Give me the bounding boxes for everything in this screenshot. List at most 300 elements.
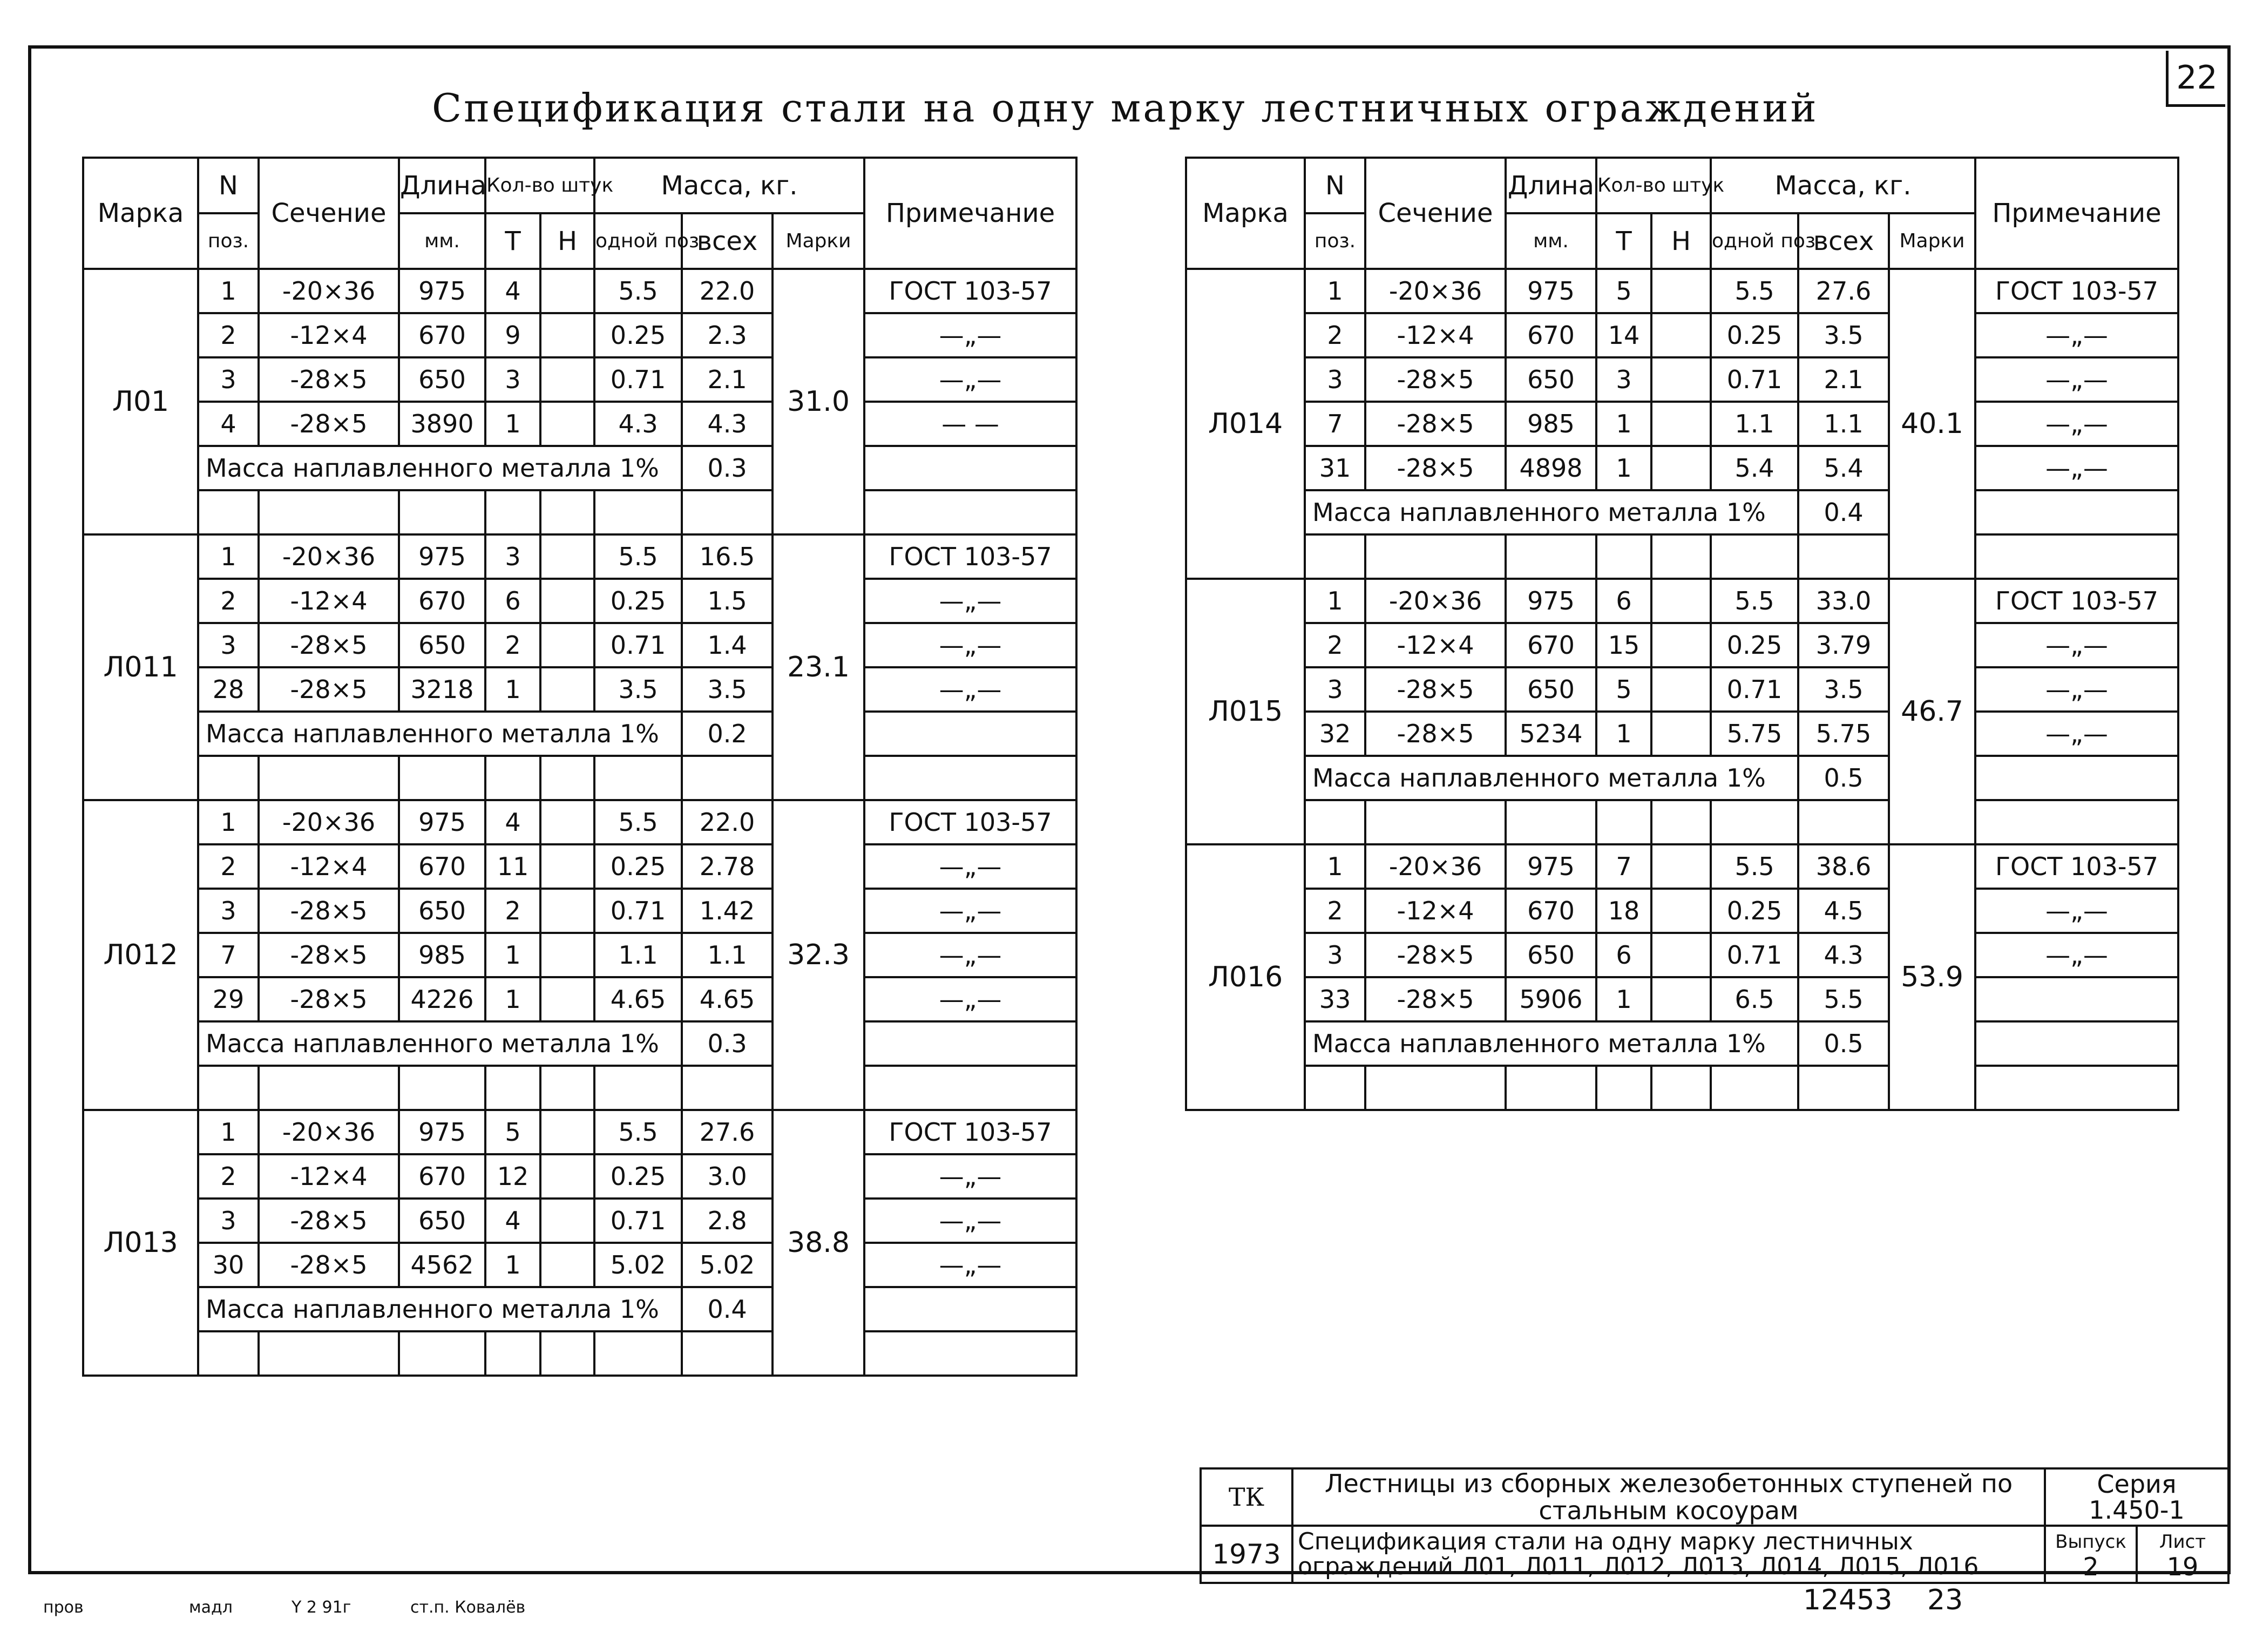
blank-cell bbox=[1711, 1066, 1798, 1110]
cell-pos: 7 bbox=[1305, 402, 1365, 446]
blank-cell bbox=[1506, 1066, 1596, 1110]
cell-qty-t: 11 bbox=[485, 844, 540, 889]
group-mark: Л014 bbox=[1186, 269, 1305, 579]
group-mark: Л01 bbox=[83, 269, 198, 534]
cell-qty-n bbox=[1651, 977, 1711, 1021]
cell-qty-n bbox=[1651, 579, 1711, 623]
cell-qty-n bbox=[1651, 623, 1711, 667]
cell-length: 985 bbox=[1506, 402, 1596, 446]
cell-section: -28×5 bbox=[259, 933, 399, 977]
cell-mass-one: 0.25 bbox=[1711, 623, 1798, 667]
cell-mass-one: 5.5 bbox=[1711, 844, 1798, 889]
cell-mass-one: 5.5 bbox=[594, 534, 682, 579]
cell-mass-one: 0.25 bbox=[594, 844, 682, 889]
cell-section: -20×36 bbox=[259, 1110, 399, 1154]
cell-mass-one: 5.5 bbox=[1711, 579, 1798, 623]
blank-cell bbox=[198, 490, 259, 534]
blank-cell bbox=[682, 490, 773, 534]
blank-cell bbox=[1365, 1066, 1506, 1110]
footer-code: 12453 bbox=[1803, 1584, 1893, 1616]
table-row bbox=[83, 844, 1076, 889]
cell-pos: 2 bbox=[198, 1154, 259, 1199]
blank-cell bbox=[864, 1066, 1076, 1110]
cell-qty-n bbox=[540, 313, 594, 357]
cell-note: —„— bbox=[864, 1199, 1076, 1243]
cell-mass-all: 3.79 bbox=[1798, 623, 1889, 667]
cell-length: 975 bbox=[399, 800, 485, 844]
weld-note bbox=[864, 712, 1076, 756]
cell-mass-all: 2.1 bbox=[1798, 357, 1889, 402]
blank-cell bbox=[1975, 534, 2178, 579]
header-mark: Марка bbox=[83, 158, 198, 269]
cell-length: 4898 bbox=[1506, 446, 1596, 490]
blank-cell bbox=[1305, 1066, 1365, 1110]
table-row bbox=[83, 313, 1076, 357]
cell-qty-t: 1 bbox=[485, 933, 540, 977]
signature-name: мадл bbox=[189, 1598, 233, 1617]
group-mark: Л016 bbox=[1186, 844, 1305, 1110]
cell-mass-one: 5.5 bbox=[594, 1110, 682, 1154]
cell-note: —„— bbox=[864, 889, 1076, 933]
cell-note: —„— bbox=[1975, 712, 2178, 756]
cell-qty-t: 6 bbox=[485, 579, 540, 623]
signature-author: ст.п. Ковалёв bbox=[410, 1598, 526, 1617]
weld-value: 0.5 bbox=[1798, 756, 1889, 800]
cell-mass-all: 5.02 bbox=[682, 1243, 773, 1287]
cell-qty-n bbox=[1651, 667, 1711, 712]
cell-mass-one: 0.25 bbox=[1711, 889, 1798, 933]
blank-row bbox=[83, 756, 1076, 800]
cell-mass-all: 1.4 bbox=[682, 623, 773, 667]
group-mark: Л013 bbox=[83, 1110, 198, 1376]
cell-pos: 3 bbox=[198, 357, 259, 402]
cell-section: -28×5 bbox=[1365, 357, 1506, 402]
weld-value: 0.3 bbox=[682, 1021, 773, 1066]
blank-cell bbox=[259, 756, 399, 800]
issue-label: Выпуск bbox=[2055, 1531, 2126, 1553]
blank-row bbox=[1186, 534, 2178, 579]
blank-cell bbox=[540, 756, 594, 800]
cell-note: —„— bbox=[864, 1154, 1076, 1199]
cell-qty-n bbox=[1651, 357, 1711, 402]
cell-section: -12×4 bbox=[259, 1154, 399, 1199]
cell-pos: 3 bbox=[1305, 357, 1365, 402]
blank-cell bbox=[485, 1331, 540, 1376]
header-qty: Кол-во штук bbox=[485, 158, 594, 213]
cell-note: —„— bbox=[1975, 446, 2178, 490]
cell-section: -28×5 bbox=[1365, 667, 1506, 712]
blank-cell bbox=[1596, 1066, 1651, 1110]
cell-section: -28×5 bbox=[259, 623, 399, 667]
blank-cell bbox=[682, 1066, 773, 1110]
blank-cell bbox=[864, 756, 1076, 800]
cell-section: -20×36 bbox=[259, 269, 399, 313]
weld-row bbox=[83, 1021, 1076, 1066]
cell-mass-all: 2.3 bbox=[682, 313, 773, 357]
blank-cell bbox=[485, 1066, 540, 1110]
cell-qty-t: 9 bbox=[485, 313, 540, 357]
cell-qty-t: 4 bbox=[485, 800, 540, 844]
cell-qty-t: 4 bbox=[485, 1199, 540, 1243]
blank-cell bbox=[864, 1331, 1076, 1376]
cell-mass-all: 38.6 bbox=[1798, 844, 1889, 889]
cell-pos: 7 bbox=[198, 933, 259, 977]
cell-qty-t: 1 bbox=[485, 977, 540, 1021]
cell-pos: 4 bbox=[198, 402, 259, 446]
cell-mass-one: 0.71 bbox=[1711, 357, 1798, 402]
header-qty: Кол-во штук bbox=[1596, 158, 1711, 213]
cell-mass-all: 4.3 bbox=[682, 402, 773, 446]
weld-row bbox=[83, 446, 1076, 490]
cell-section: -12×4 bbox=[259, 313, 399, 357]
cell-qty-t: 1 bbox=[1596, 402, 1651, 446]
blank-cell bbox=[485, 490, 540, 534]
series-cell bbox=[2045, 1468, 2228, 1526]
cell-note: —„— bbox=[864, 977, 1076, 1021]
header-length: Длина bbox=[1506, 158, 1596, 213]
cell-mass-one: 5.02 bbox=[594, 1243, 682, 1287]
cell-mass-one: 1.1 bbox=[594, 933, 682, 977]
table-row bbox=[83, 667, 1076, 712]
cell-mass-one: 0.25 bbox=[1711, 313, 1798, 357]
blank-cell bbox=[1798, 800, 1889, 844]
weld-value: 0.2 bbox=[682, 712, 773, 756]
cell-qty-n bbox=[540, 579, 594, 623]
cell-mass-one: 0.25 bbox=[594, 1154, 682, 1199]
cell-mass-all: 3.5 bbox=[1798, 313, 1889, 357]
cell-length: 4226 bbox=[399, 977, 485, 1021]
cell-note: —„— bbox=[864, 1243, 1076, 1287]
cell-pos: 31 bbox=[1305, 446, 1365, 490]
header-qty-t: Т bbox=[485, 213, 540, 269]
cell-note: ГОСТ 103-57 bbox=[864, 269, 1076, 313]
blank-cell bbox=[399, 1331, 485, 1376]
blank-cell bbox=[259, 490, 399, 534]
cell-qty-n bbox=[540, 269, 594, 313]
cell-length: 650 bbox=[1506, 357, 1596, 402]
cell-mass-one: 0.71 bbox=[594, 1199, 682, 1243]
cell-pos: 30 bbox=[198, 1243, 259, 1287]
cell-pos: 1 bbox=[198, 800, 259, 844]
blank-cell bbox=[594, 1066, 682, 1110]
table-row bbox=[1186, 357, 2178, 402]
cell-mass-all: 3.0 bbox=[682, 1154, 773, 1199]
cell-mass-all: 5.4 bbox=[1798, 446, 1889, 490]
cell-qty-t: 1 bbox=[485, 402, 540, 446]
cell-section: -28×5 bbox=[259, 977, 399, 1021]
table-row bbox=[1186, 313, 2178, 357]
table-row bbox=[83, 269, 1076, 313]
header-mass-one: одной поз bbox=[1711, 213, 1798, 269]
blank-cell bbox=[540, 490, 594, 534]
cell-note: —„— bbox=[864, 623, 1076, 667]
cell-qty-t: 1 bbox=[485, 667, 540, 712]
blank-cell bbox=[1975, 800, 2178, 844]
issue-cell bbox=[2045, 1526, 2137, 1583]
sheet-label: Лист bbox=[2159, 1531, 2206, 1553]
table-row bbox=[1186, 402, 2178, 446]
cell-pos: 1 bbox=[198, 1110, 259, 1154]
cell-pos: 29 bbox=[198, 977, 259, 1021]
cell-pos: 1 bbox=[198, 269, 259, 313]
cell-qty-t: 7 bbox=[1596, 844, 1651, 889]
cell-length: 650 bbox=[399, 1199, 485, 1243]
cell-qty-n bbox=[1651, 933, 1711, 977]
cell-qty-n bbox=[1651, 712, 1711, 756]
cell-mass-one: 5.5 bbox=[1711, 269, 1798, 313]
blank-row bbox=[1186, 1066, 2178, 1110]
cell-mass-one: 1.1 bbox=[1711, 402, 1798, 446]
cell-note: ГОСТ 103-57 bbox=[864, 1110, 1076, 1154]
cell-qty-t: 6 bbox=[1596, 579, 1651, 623]
table-row bbox=[83, 977, 1076, 1021]
cell-mass-all: 22.0 bbox=[682, 800, 773, 844]
header-mass-mark: Марки bbox=[773, 213, 864, 269]
cell-qty-t: 2 bbox=[485, 889, 540, 933]
blank-cell bbox=[399, 756, 485, 800]
group-mark: Л011 bbox=[83, 534, 198, 800]
cell-mass-one: 0.25 bbox=[594, 579, 682, 623]
cell-qty-t: 18 bbox=[1596, 889, 1651, 933]
cell-section: -28×5 bbox=[1365, 402, 1506, 446]
cell-note: ГОСТ 103-57 bbox=[864, 534, 1076, 579]
cell-length: 5234 bbox=[1506, 712, 1596, 756]
blank-cell bbox=[682, 756, 773, 800]
cell-qty-n bbox=[540, 1199, 594, 1243]
cell-pos: 2 bbox=[198, 579, 259, 623]
table-row bbox=[83, 402, 1076, 446]
cell-qty-n bbox=[540, 933, 594, 977]
cell-section: -20×36 bbox=[1365, 269, 1506, 313]
cell-length: 4562 bbox=[399, 1243, 485, 1287]
table-row bbox=[1186, 889, 2178, 933]
weld-row bbox=[83, 712, 1076, 756]
blank-cell bbox=[198, 1331, 259, 1376]
blank-cell bbox=[864, 490, 1076, 534]
cell-qty-t: 5 bbox=[1596, 667, 1651, 712]
cell-qty-n bbox=[1651, 844, 1711, 889]
blank-cell bbox=[1651, 1066, 1711, 1110]
cell-mass-one: 0.71 bbox=[594, 623, 682, 667]
blank-cell bbox=[1305, 534, 1365, 579]
cell-note: —„— bbox=[864, 357, 1076, 402]
cell-qty-t: 4 bbox=[485, 269, 540, 313]
series-value: 1.450-1 bbox=[2089, 1495, 2185, 1525]
table-row bbox=[83, 933, 1076, 977]
blank-cell bbox=[1596, 800, 1651, 844]
cell-section: -28×5 bbox=[259, 357, 399, 402]
header-length: Длина bbox=[399, 158, 485, 213]
header-length-unit: мм. bbox=[1506, 213, 1596, 269]
cell-mass-one: 5.5 bbox=[594, 269, 682, 313]
cell-mass-all: 5.75 bbox=[1798, 712, 1889, 756]
weld-label: Масса наплавленного металла 1% bbox=[1305, 1021, 1798, 1066]
table-row bbox=[1186, 446, 2178, 490]
cell-pos: 1 bbox=[1305, 844, 1365, 889]
cell-qty-t: 3 bbox=[1596, 357, 1651, 402]
cell-pos: 3 bbox=[1305, 933, 1365, 977]
cell-mass-one: 0.71 bbox=[1711, 933, 1798, 977]
weld-label: Масса наплавленного металла 1% bbox=[198, 446, 682, 490]
signature-check: пров bbox=[43, 1598, 84, 1617]
header-mass: Масса, кг. bbox=[1711, 158, 1975, 213]
cell-length: 975 bbox=[399, 1110, 485, 1154]
cell-mass-one: 5.5 bbox=[594, 800, 682, 844]
blank-cell bbox=[594, 490, 682, 534]
cell-section: -28×5 bbox=[1365, 446, 1506, 490]
blank-cell bbox=[1365, 800, 1506, 844]
group-mark: Л015 bbox=[1186, 579, 1305, 844]
cell-qty-n bbox=[540, 357, 594, 402]
cell-length: 670 bbox=[399, 1154, 485, 1199]
blank-cell bbox=[1711, 800, 1798, 844]
weld-row bbox=[1186, 756, 2178, 800]
table-row bbox=[83, 534, 1076, 579]
weld-label: Масса наплавленного металла 1% bbox=[1305, 490, 1798, 534]
cell-length: 5906 bbox=[1506, 977, 1596, 1021]
blank-cell bbox=[540, 1331, 594, 1376]
group-mark-mass: 46.7 bbox=[1889, 579, 1975, 844]
table-row bbox=[83, 889, 1076, 933]
cell-section: -28×5 bbox=[259, 889, 399, 933]
blank-cell bbox=[594, 756, 682, 800]
weld-label: Масса наплавленного металла 1% bbox=[1305, 756, 1798, 800]
group-mark-mass: 23.1 bbox=[773, 534, 864, 800]
cell-mass-one: 5.75 bbox=[1711, 712, 1798, 756]
blank-row bbox=[1186, 800, 2178, 844]
cell-mass-all: 4.65 bbox=[682, 977, 773, 1021]
blank-row bbox=[83, 1066, 1076, 1110]
cell-qty-t: 6 bbox=[1596, 933, 1651, 977]
cell-mass-one: 3.5 bbox=[594, 667, 682, 712]
cell-section: -28×5 bbox=[259, 667, 399, 712]
cell-pos: 3 bbox=[198, 623, 259, 667]
header-mass-one: одной поз bbox=[594, 213, 682, 269]
cell-qty-n bbox=[1651, 269, 1711, 313]
cell-pos: 1 bbox=[1305, 269, 1365, 313]
cell-note: —„— bbox=[1975, 667, 2178, 712]
cell-pos: 28 bbox=[198, 667, 259, 712]
table-row bbox=[83, 623, 1076, 667]
cell-mass-one: 0.25 bbox=[594, 313, 682, 357]
cell-note: —„— bbox=[864, 667, 1076, 712]
cell-qty-n bbox=[540, 977, 594, 1021]
cell-mass-all: 27.6 bbox=[1798, 269, 1889, 313]
weld-note bbox=[864, 446, 1076, 490]
cell-length: 3218 bbox=[399, 667, 485, 712]
header-section: Сечение bbox=[259, 158, 399, 269]
blank-cell bbox=[485, 756, 540, 800]
table-row bbox=[83, 1243, 1076, 1287]
cell-qty-n bbox=[1651, 446, 1711, 490]
cell-section: -20×36 bbox=[1365, 579, 1506, 623]
header-qty-n: Н bbox=[1651, 213, 1711, 269]
cell-mass-one: 0.71 bbox=[594, 357, 682, 402]
cell-qty-t: 1 bbox=[1596, 712, 1651, 756]
header-note: Примечание bbox=[864, 158, 1076, 269]
table-row bbox=[1186, 269, 2178, 313]
blank-cell bbox=[198, 1066, 259, 1110]
table-row bbox=[1186, 623, 2178, 667]
header-pos-n: N bbox=[1305, 158, 1365, 213]
title-block bbox=[1200, 1467, 2230, 1584]
cell-length: 975 bbox=[1506, 579, 1596, 623]
cell-qty-n bbox=[1651, 889, 1711, 933]
cell-length: 650 bbox=[1506, 933, 1596, 977]
header-mass-all: всех bbox=[1798, 213, 1889, 269]
cell-qty-n bbox=[540, 667, 594, 712]
cell-qty-n bbox=[540, 800, 594, 844]
weld-row bbox=[1186, 1021, 2178, 1066]
blank-cell bbox=[540, 1066, 594, 1110]
cell-section: -12×4 bbox=[259, 579, 399, 623]
cell-qty-t: 15 bbox=[1596, 623, 1651, 667]
table-row bbox=[83, 1154, 1076, 1199]
table-row bbox=[1186, 977, 2178, 1021]
cell-length: 650 bbox=[399, 357, 485, 402]
weld-label: Масса наплавленного металла 1% bbox=[198, 1021, 682, 1066]
cell-mass-all: 33.0 bbox=[1798, 579, 1889, 623]
cell-length: 670 bbox=[399, 579, 485, 623]
spec-table-left bbox=[82, 157, 1078, 1377]
header-mark: Марка bbox=[1186, 158, 1305, 269]
sheet-number: 22 bbox=[2166, 51, 2225, 107]
header-pos-n: N bbox=[198, 158, 259, 213]
cell-length: 3890 bbox=[399, 402, 485, 446]
cell-mass-all: 16.5 bbox=[682, 534, 773, 579]
cell-mass-all: 1.5 bbox=[682, 579, 773, 623]
cell-qty-n bbox=[540, 1154, 594, 1199]
weld-value: 0.4 bbox=[1798, 490, 1889, 534]
blank-row bbox=[83, 1331, 1076, 1376]
weld-note bbox=[1975, 490, 2178, 534]
cell-qty-n bbox=[540, 1110, 594, 1154]
cell-pos: 2 bbox=[198, 844, 259, 889]
cell-qty-t: 5 bbox=[485, 1110, 540, 1154]
cell-length: 975 bbox=[1506, 844, 1596, 889]
group-mark-mass: 32.3 bbox=[773, 800, 864, 1110]
blank-cell bbox=[259, 1331, 399, 1376]
cell-mass-all: 2.78 bbox=[682, 844, 773, 889]
blank-cell bbox=[1305, 800, 1365, 844]
cell-note: ГОСТ 103-57 bbox=[1975, 844, 2178, 889]
cell-qty-n bbox=[540, 623, 594, 667]
cell-mass-one: 0.71 bbox=[1711, 667, 1798, 712]
header-length-unit: мм. bbox=[399, 213, 485, 269]
year: 1973 bbox=[1201, 1526, 1292, 1583]
cell-section: -20×36 bbox=[259, 800, 399, 844]
cell-pos: 1 bbox=[1305, 579, 1365, 623]
cell-note bbox=[1975, 977, 2178, 1021]
cell-pos: 32 bbox=[1305, 712, 1365, 756]
cell-qty-n bbox=[540, 1243, 594, 1287]
cell-mass-one: 4.3 bbox=[594, 402, 682, 446]
cell-note: —„— bbox=[1975, 357, 2178, 402]
cell-length: 975 bbox=[399, 269, 485, 313]
series-label: Серия bbox=[2097, 1470, 2177, 1499]
cell-pos: 1 bbox=[198, 534, 259, 579]
cell-length: 650 bbox=[399, 889, 485, 933]
cell-qty-n bbox=[1651, 402, 1711, 446]
header-mass: Масса, кг. bbox=[594, 158, 864, 213]
cell-mass-all: 3.5 bbox=[682, 667, 773, 712]
header-qty-n: Н bbox=[540, 213, 594, 269]
cell-section: -28×5 bbox=[259, 402, 399, 446]
cell-mass-all: 22.0 bbox=[682, 269, 773, 313]
table-row bbox=[1186, 712, 2178, 756]
cell-length: 650 bbox=[1506, 667, 1596, 712]
cell-note: ГОСТ 103-57 bbox=[864, 800, 1076, 844]
